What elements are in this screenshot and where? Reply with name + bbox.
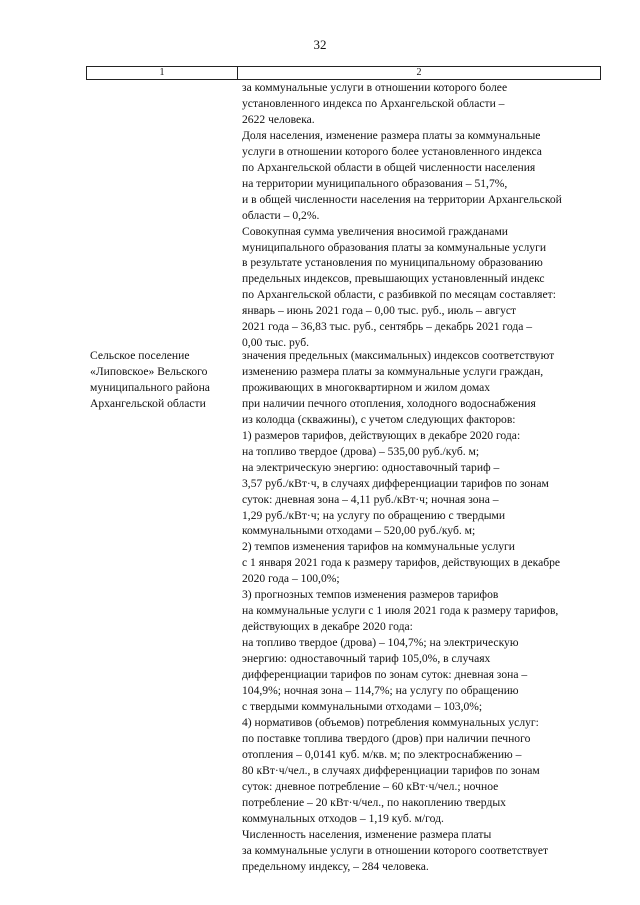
text-line: суток: дневная зона – 4,11 руб./кВт·ч; ночная зона –: [242, 492, 499, 506]
text-line: по Архангельской области в общей численности населения: [242, 160, 536, 174]
text-line: 2021 года – 36,83 тыс. руб., сентябрь – декабрь 2021 года –: [242, 320, 533, 334]
text-line: за коммунальные услуги в отношении которого более: [242, 81, 508, 94]
text-line: действующих в декабре 2020 года:: [242, 620, 413, 634]
text-line: Совокупная сумма увеличения вносимой гражданами: [242, 224, 508, 238]
text-line: отопления – 0,0141 куб. м/кв. м; по электроснабжению –: [242, 747, 522, 761]
text-line: предельных индексов, превышающих установленный индекс: [242, 272, 545, 286]
text-line: коммунальных отходов – 1,19 куб. м/год.: [242, 811, 444, 825]
text-line: на электрическую энергию: одноставочный тариф –: [242, 460, 500, 474]
previous-entry-continuation-text: [242, 80, 562, 351]
text-line: на топливо твердое (дрова) – 535,00 руб./куб. м;: [242, 444, 480, 458]
text-line: услуги в отношении которого более установленного индекса: [242, 144, 542, 158]
text-line: Доля населения, изменение размера платы за коммунальные: [242, 128, 541, 142]
text-line: 1) размеров тарифов, действующих в декабре 2020 года:: [242, 428, 521, 442]
municipality-name-line: «Липовское» Вельского: [90, 364, 208, 378]
text-line: 4) нормативов (объемов) потребления коммунальных услуг:: [242, 715, 539, 729]
text-line: предельному индексу, – 284 человека.: [242, 859, 429, 873]
text-line: 80 кВт·ч/чел., в случаях дифференциации тарифов по зонам: [242, 763, 540, 777]
text-line: на топливо твердое (дрова) – 104,7%; на электрическую: [242, 636, 519, 650]
text-line: проживающих в многоквартирном и жилом домах: [242, 380, 491, 394]
text-line: 104,9%; ночная зона – 114,7%; на услугу по обращению: [242, 684, 519, 698]
text-line: области – 0,2%.: [242, 208, 320, 222]
text-line: 3,57 руб./кВт·ч, в случаях дифференциации тарифов по зонам: [242, 476, 549, 490]
text-line: в результате установления по муниципальному образованию: [242, 256, 543, 270]
text-line: потребление – 20 кВт·ч/чел., по накоплению твердых: [242, 795, 506, 809]
text-line: с 1 января 2021 года к размеру тарифов, действующих в декабре: [242, 556, 561, 570]
text-line: значения предельных (максимальных) индексов соответствуют: [242, 349, 555, 362]
text-line: с твердыми коммунальными отходами – 103,0%;: [242, 699, 483, 713]
municipality-name-line: муниципального района: [90, 380, 210, 394]
text-line: за коммунальные услуги в отношении которого соответствует: [242, 843, 549, 857]
text-line: суток: дневное потребление – 60 кВт·ч/чел.; ночное: [242, 779, 499, 793]
text-line: муниципального образования платы за коммунальные услуги: [242, 240, 547, 254]
text-line: коммунальными отходами – 520,00 руб./куб. м;: [242, 524, 476, 538]
text-line: по Архангельской области, с разбивкой по месяцам составляет:: [242, 288, 556, 302]
column-number-2: 2: [416, 67, 422, 78]
municipality-name-line: Сельское поселение: [90, 349, 190, 362]
text-line: Численность населения, изменение размера платы: [242, 827, 492, 841]
municipality-name-line: Архангельской области: [90, 396, 206, 410]
text-line: и в общей численности населения на территории Архангельской: [242, 192, 562, 206]
text-line: 1,29 руб./кВт·ч; на услугу по обращению с твердыми: [242, 508, 506, 522]
text-line: на коммунальные услуги с 1 июля 2021 года к размеру тарифов,: [242, 604, 559, 618]
text-line: по поставке топлива твердого (дров) при наличии печного: [242, 731, 531, 745]
table-column-header: [86, 66, 601, 80]
text-line: 2020 года – 100,0%;: [242, 572, 340, 586]
text-line: установленного индекса по Архангельской области –: [242, 96, 505, 110]
text-line: январь – июнь 2021 года – 0,00 тыс. руб., июль – август: [242, 304, 517, 318]
text-line: при наличии печного отопления, холодного водоснабжения: [242, 396, 536, 410]
text-line: на территории муниципального образования – 51,7%,: [242, 176, 508, 190]
municipality-indices-description: [242, 348, 560, 874]
municipality-name-cell: [90, 348, 210, 412]
column-number-1: 1: [87, 67, 238, 79]
page-number: 32: [313, 37, 327, 52]
text-line: 2622 человека.: [242, 112, 315, 126]
text-line: изменению размера платы за коммунальные услуги граждан,: [242, 364, 544, 378]
text-line: энергию: одноставочный тариф 105,0%, в случаях: [242, 652, 491, 666]
text-line: из колодца (скважины), с учетом следующих факторов:: [242, 412, 516, 426]
text-line: 3) прогнозных темпов изменения размеров тарифов: [242, 588, 499, 602]
text-line: 2) темпов изменения тарифов на коммунальные услуги: [242, 540, 515, 554]
text-line: дифференциации тарифов по зонам суток: дневная зона –: [242, 668, 528, 682]
text-line: 0,00 тыс. руб.: [242, 336, 310, 350]
